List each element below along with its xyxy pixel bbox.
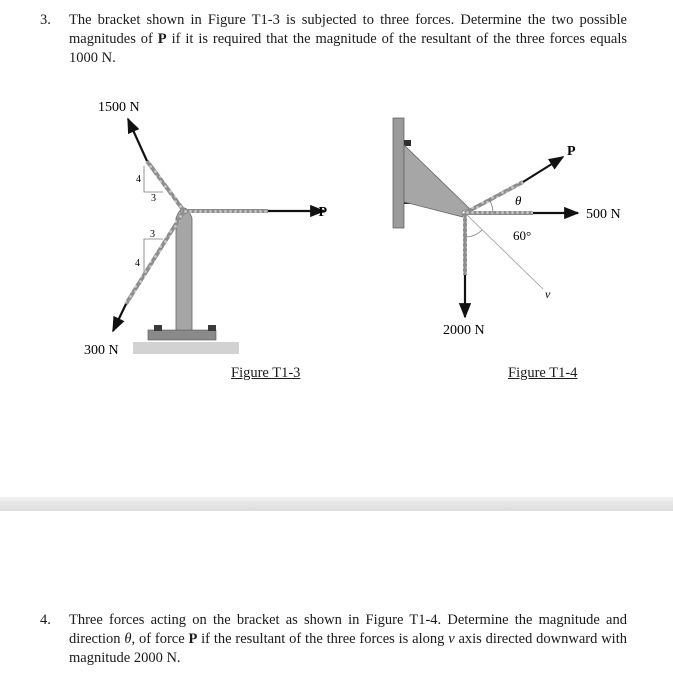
force-arrow-300n xyxy=(113,304,126,331)
label-2000n: 2000 N xyxy=(443,323,485,338)
problem-text-bold: P xyxy=(188,631,198,647)
label-500n: 500 N xyxy=(586,207,621,222)
slope-bottom-run: 3 xyxy=(150,229,155,240)
caption-figure-t1-3: Figure T1-3 xyxy=(231,365,301,381)
problem-text xyxy=(69,11,627,68)
wall-plate xyxy=(393,118,404,228)
problem-text-part: The bracket shown in Figure T1-3 is subjected to three forces. Determine the two possible magnitudes of xyxy=(69,12,627,47)
problem-text-part: Three forces acting on the bracket as shown in Figure T1-4. Determine the magnitude and direction xyxy=(69,612,627,647)
bolt xyxy=(154,325,162,331)
problem-number: 3. xyxy=(40,12,51,28)
problem-number: 4. xyxy=(40,612,51,628)
bolt xyxy=(404,140,411,146)
label-p: P xyxy=(567,144,576,159)
label-v-axis: v xyxy=(545,287,551,301)
slope-top-run: 3 xyxy=(151,193,156,204)
label-p: P xyxy=(318,205,327,220)
problem-text-part: if it is required that the magnitude of the resultant of the three forces equals 1000 N. xyxy=(69,31,627,66)
problem-text-italic: v xyxy=(448,631,455,647)
slope-top-rise: 4 xyxy=(136,174,141,185)
bolt xyxy=(208,325,216,331)
force-arrow-1500n xyxy=(128,119,147,161)
force-arrow-p xyxy=(523,157,563,182)
problem-text-bold: P xyxy=(157,31,167,47)
figure-t1-4 xyxy=(385,110,645,345)
v-axis-line xyxy=(465,213,543,289)
problem-text-part: , of force xyxy=(131,631,189,647)
problem-text xyxy=(69,611,627,668)
section-divider xyxy=(0,497,673,511)
ground xyxy=(133,342,239,354)
label-60-deg: 60° xyxy=(513,228,532,243)
problem-text-part: if the resultant of the three forces is along xyxy=(197,631,449,647)
angle-60-arc xyxy=(465,230,482,237)
label-300n: 300 N xyxy=(84,343,119,358)
bracket-arm xyxy=(404,145,469,217)
problem-text-italic: θ xyxy=(124,631,132,647)
label-theta: θ xyxy=(515,193,522,208)
caption-figure-t1-4: Figure T1-4 xyxy=(508,365,578,381)
slope-bottom-rise: 4 xyxy=(135,258,140,269)
base-plate xyxy=(148,330,216,340)
problem-text-part: axis directed downward with magnitude 2000 N. xyxy=(69,631,627,666)
figure-t1-3 xyxy=(78,94,328,364)
bracket-post xyxy=(176,208,192,330)
label-1500n: 1500 N xyxy=(98,100,140,115)
